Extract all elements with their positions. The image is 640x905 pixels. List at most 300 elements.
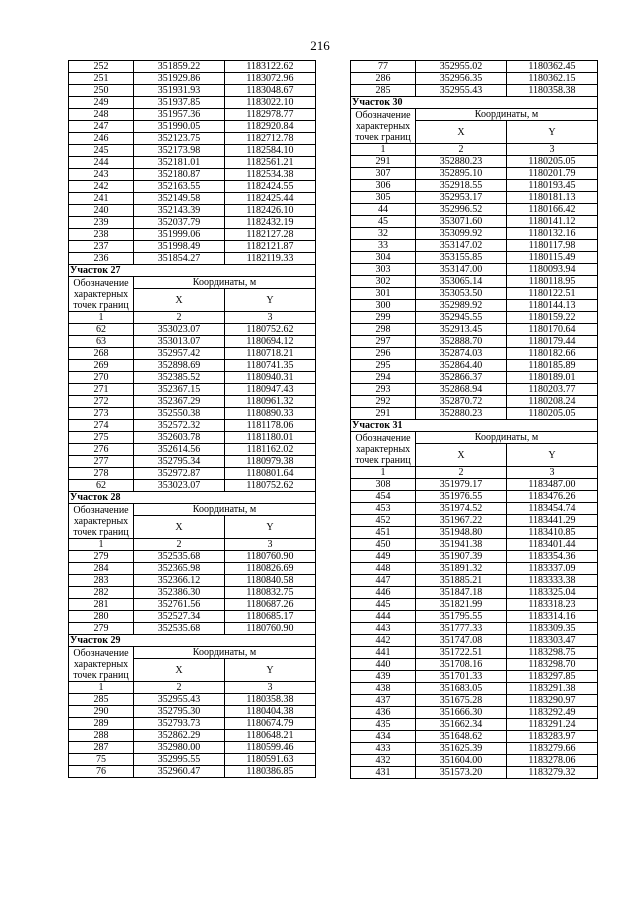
y-value: 1180826.69 [225, 563, 316, 575]
header-row [351, 432, 598, 444]
y-value: 1180362.45 [507, 61, 598, 73]
point-id: 432 [351, 755, 416, 767]
y-value: 1183354.36 [507, 551, 598, 563]
point-id: 439 [351, 671, 416, 683]
table-row [351, 192, 598, 204]
table-row [69, 229, 316, 241]
y-value: 1180122.51 [507, 288, 598, 300]
y-value: 1180117.98 [507, 240, 598, 252]
x-value: 353071.60 [416, 216, 507, 228]
table-row [69, 193, 316, 205]
table-row [69, 61, 316, 73]
x-value: 352367.15 [134, 384, 225, 396]
designation-header: Обозначение характерных точек границ [351, 109, 416, 144]
point-id: 238 [69, 229, 134, 241]
y-value: 1182920.84 [225, 121, 316, 133]
x-value: 353147.00 [416, 264, 507, 276]
x-value: 352793.73 [134, 718, 225, 730]
point-id: 282 [69, 587, 134, 599]
y-value: 1182426.10 [225, 205, 316, 217]
table-row [351, 479, 598, 491]
column-numbers-row [351, 144, 598, 156]
header-row [351, 109, 598, 121]
y-header: Y [225, 659, 316, 682]
y-value: 1182119.33 [225, 253, 316, 265]
y-value: 1183441.29 [507, 515, 598, 527]
table-row [351, 312, 598, 324]
x-value: 351666.30 [416, 707, 507, 719]
point-id: 446 [351, 587, 416, 599]
table-row [69, 360, 316, 372]
point-id: 433 [351, 743, 416, 755]
table-row [351, 575, 598, 587]
x-value: 352037.79 [134, 217, 225, 229]
x-value: 351662.34 [416, 719, 507, 731]
table-row [351, 85, 598, 97]
point-id: 252 [69, 61, 134, 73]
x-value: 351976.55 [416, 491, 507, 503]
x-value: 351683.05 [416, 683, 507, 695]
y-value: 1180760.90 [225, 623, 316, 635]
point-id: 281 [69, 599, 134, 611]
table-row [69, 432, 316, 444]
y-value: 1180890.33 [225, 408, 316, 420]
point-id: 245 [69, 145, 134, 157]
y-value: 1180141.12 [507, 216, 598, 228]
x-value: 352888.70 [416, 336, 507, 348]
x-value: 352614.56 [134, 444, 225, 456]
section-title: Участок 28 [69, 492, 316, 504]
y-value: 1183279.32 [507, 767, 598, 779]
x-value: 353013.07 [134, 336, 225, 348]
x-header: X [134, 659, 225, 682]
column-numbers-row [69, 682, 316, 694]
x-value: 352880.23 [416, 156, 507, 168]
y-value: 1183291.38 [507, 683, 598, 695]
x-value: 351957.36 [134, 109, 225, 121]
table-row [351, 168, 598, 180]
x-value: 352898.69 [134, 360, 225, 372]
section-title: Участок 29 [69, 635, 316, 647]
table-row [69, 205, 316, 217]
point-id: 246 [69, 133, 134, 145]
x-value: 352864.40 [416, 360, 507, 372]
table-row [351, 755, 598, 767]
section-title-row [351, 97, 598, 109]
x-value: 352913.45 [416, 324, 507, 336]
point-id: 272 [69, 396, 134, 408]
table-row [351, 563, 598, 575]
x-value: 352535.68 [134, 623, 225, 635]
y-value: 1182127.28 [225, 229, 316, 241]
y-value: 1183278.06 [507, 755, 598, 767]
y-value: 1182584.10 [225, 145, 316, 157]
point-id: 63 [69, 336, 134, 348]
table-row [351, 611, 598, 623]
coordinates-header: Координаты, м [134, 504, 316, 516]
x-value: 353023.07 [134, 480, 225, 492]
column-number: 3 [507, 467, 598, 479]
x-value: 352603.78 [134, 432, 225, 444]
point-id: 242 [69, 181, 134, 193]
y-value: 1180674.79 [225, 718, 316, 730]
point-id: 283 [69, 575, 134, 587]
point-id: 303 [351, 264, 416, 276]
column-number: 3 [225, 312, 316, 324]
table-row [69, 468, 316, 480]
table-row [351, 527, 598, 539]
column-numbers-row [351, 467, 598, 479]
y-value: 1183303.47 [507, 635, 598, 647]
point-id: 302 [351, 276, 416, 288]
x-value: 352173.98 [134, 145, 225, 157]
y-value: 1182712.78 [225, 133, 316, 145]
x-value: 351998.49 [134, 241, 225, 253]
y-header: Y [225, 289, 316, 312]
x-value: 352868.94 [416, 384, 507, 396]
table-row [69, 742, 316, 754]
y-value: 1180181.13 [507, 192, 598, 204]
y-value: 1180386.85 [225, 766, 316, 778]
table-row [351, 695, 598, 707]
point-id: 447 [351, 575, 416, 587]
table-row [69, 109, 316, 121]
x-value: 353147.02 [416, 240, 507, 252]
y-value: 1183298.75 [507, 647, 598, 659]
point-id: 454 [351, 491, 416, 503]
y-value: 1183298.70 [507, 659, 598, 671]
point-id: 244 [69, 157, 134, 169]
x-value: 352795.34 [134, 456, 225, 468]
y-value: 1182432.19 [225, 217, 316, 229]
y-value: 1183337.09 [507, 563, 598, 575]
table-row [69, 694, 316, 706]
y-value: 1180179.44 [507, 336, 598, 348]
point-id: 443 [351, 623, 416, 635]
coordinates-header: Координаты, м [134, 277, 316, 289]
table-row [69, 97, 316, 109]
y-value: 1183279.66 [507, 743, 598, 755]
point-id: 453 [351, 503, 416, 515]
point-id: 33 [351, 240, 416, 252]
y-value: 1180093.94 [507, 264, 598, 276]
table-row [351, 240, 598, 252]
point-id: 308 [351, 479, 416, 491]
column-number: 2 [416, 467, 507, 479]
x-value: 352995.55 [134, 754, 225, 766]
right-column [350, 60, 596, 779]
table-row [351, 515, 598, 527]
table-row [69, 157, 316, 169]
point-id: 62 [69, 480, 134, 492]
table-row [69, 718, 316, 730]
point-id: 435 [351, 719, 416, 731]
column-number: 1 [69, 682, 134, 694]
point-id: 239 [69, 217, 134, 229]
point-id: 271 [69, 384, 134, 396]
x-value: 351747.08 [416, 635, 507, 647]
y-value: 1183314.16 [507, 611, 598, 623]
left-column [68, 60, 314, 778]
x-value: 352385.52 [134, 372, 225, 384]
table-row [69, 563, 316, 575]
column-number: 3 [225, 682, 316, 694]
y-value: 1180752.62 [225, 480, 316, 492]
table-row [69, 121, 316, 133]
x-value: 353099.92 [416, 228, 507, 240]
point-id: 442 [351, 635, 416, 647]
column-number: 2 [134, 312, 225, 324]
x-value: 352123.75 [134, 133, 225, 145]
x-value: 352535.68 [134, 551, 225, 563]
table-row [351, 73, 598, 85]
x-value: 352550.38 [134, 408, 225, 420]
y-value: 1181162.02 [225, 444, 316, 456]
table-row [351, 360, 598, 372]
point-id: 251 [69, 73, 134, 85]
point-id: 247 [69, 121, 134, 133]
y-value: 1183410.85 [507, 527, 598, 539]
point-id: 291 [351, 156, 416, 168]
x-value: 352996.52 [416, 204, 507, 216]
table-row [351, 288, 598, 300]
x-value: 352957.42 [134, 348, 225, 360]
y-value: 1183292.49 [507, 707, 598, 719]
designation-header: Обозначение характерных точек границ [69, 647, 134, 682]
point-id: 270 [69, 372, 134, 384]
table-row [351, 683, 598, 695]
table-row [69, 384, 316, 396]
point-id: 431 [351, 767, 416, 779]
x-value: 351821.99 [416, 599, 507, 611]
x-value: 352163.55 [134, 181, 225, 193]
y-value: 1180362.15 [507, 73, 598, 85]
column-number: 2 [134, 682, 225, 694]
point-id: 294 [351, 372, 416, 384]
table-row [69, 336, 316, 348]
y-value: 1180203.77 [507, 384, 598, 396]
point-id: 440 [351, 659, 416, 671]
header-row [69, 504, 316, 516]
table-row [351, 372, 598, 384]
point-id: 301 [351, 288, 416, 300]
x-value: 351573.20 [416, 767, 507, 779]
y-value: 1180118.95 [507, 276, 598, 288]
x-value: 353023.07 [134, 324, 225, 336]
x-value: 351625.39 [416, 743, 507, 755]
table-row [351, 623, 598, 635]
column-number: 1 [351, 144, 416, 156]
table-row [69, 623, 316, 635]
point-id: 76 [69, 766, 134, 778]
table-row [351, 408, 598, 420]
column-number: 1 [69, 539, 134, 551]
y-value: 1180201.79 [507, 168, 598, 180]
point-id: 296 [351, 348, 416, 360]
y-value: 1180591.63 [225, 754, 316, 766]
x-value: 351859.22 [134, 61, 225, 73]
y-value: 1183318.23 [507, 599, 598, 611]
y-value: 1180144.13 [507, 300, 598, 312]
table-row [69, 444, 316, 456]
point-id: 450 [351, 539, 416, 551]
point-id: 293 [351, 384, 416, 396]
point-id: 279 [69, 623, 134, 635]
coordinates-header: Координаты, м [416, 109, 598, 121]
y-value: 1183122.62 [225, 61, 316, 73]
y-value: 1180947.43 [225, 384, 316, 396]
x-value: 351604.00 [416, 755, 507, 767]
point-id: 277 [69, 456, 134, 468]
table-row [69, 599, 316, 611]
x-value: 352143.39 [134, 205, 225, 217]
point-id: 434 [351, 731, 416, 743]
x-value: 351937.85 [134, 97, 225, 109]
x-value: 352953.17 [416, 192, 507, 204]
table-row [351, 599, 598, 611]
x-value: 352180.87 [134, 169, 225, 181]
x-value: 351990.05 [134, 121, 225, 133]
y-value: 1181178.06 [225, 420, 316, 432]
point-id: 276 [69, 444, 134, 456]
y-value: 1182424.55 [225, 181, 316, 193]
y-value: 1182121.87 [225, 241, 316, 253]
y-value: 1180205.05 [507, 408, 598, 420]
point-id: 448 [351, 563, 416, 575]
page-number: 216 [310, 38, 330, 53]
table-row [69, 372, 316, 384]
y-value: 1180208.24 [507, 396, 598, 408]
y-value: 1180752.62 [225, 324, 316, 336]
table-row [69, 730, 316, 742]
x-value: 353053.50 [416, 288, 507, 300]
point-id: 284 [69, 563, 134, 575]
point-id: 290 [69, 706, 134, 718]
table-row [69, 348, 316, 360]
x-value: 351941.38 [416, 539, 507, 551]
point-id: 240 [69, 205, 134, 217]
table-row [69, 253, 316, 265]
table-row [69, 145, 316, 157]
x-value: 351795.55 [416, 611, 507, 623]
y-value: 1183325.04 [507, 587, 598, 599]
table-row [69, 420, 316, 432]
coordinates-header: Координаты, м [134, 647, 316, 659]
y-value: 1180205.05 [507, 156, 598, 168]
y-value: 1180648.21 [225, 730, 316, 742]
x-value: 352945.55 [416, 312, 507, 324]
x-value: 352795.30 [134, 706, 225, 718]
y-header: Y [507, 444, 598, 467]
x-value: 351701.33 [416, 671, 507, 683]
table-row [69, 456, 316, 468]
y-value: 1180193.45 [507, 180, 598, 192]
y-value: 1180718.21 [225, 348, 316, 360]
y-value: 1183476.26 [507, 491, 598, 503]
table-row [351, 252, 598, 264]
point-id: 300 [351, 300, 416, 312]
column-number: 3 [507, 144, 598, 156]
y-value: 1180185.89 [507, 360, 598, 372]
y-value: 1183022.10 [225, 97, 316, 109]
table-row [69, 575, 316, 587]
y-value: 1180760.90 [225, 551, 316, 563]
x-value: 351648.62 [416, 731, 507, 743]
table-row [69, 396, 316, 408]
point-id: 285 [351, 85, 416, 97]
table-row [351, 539, 598, 551]
table-row [351, 659, 598, 671]
x-value: 351885.21 [416, 575, 507, 587]
y-value: 1180358.38 [507, 85, 598, 97]
table-row [351, 228, 598, 240]
x-header: X [134, 516, 225, 539]
x-value: 351907.39 [416, 551, 507, 563]
x-header: X [416, 121, 507, 144]
table-row [351, 491, 598, 503]
y-value: 1180801.64 [225, 468, 316, 480]
table-row [351, 216, 598, 228]
x-value: 352956.35 [416, 73, 507, 85]
point-id: 449 [351, 551, 416, 563]
column-numbers-row [69, 539, 316, 551]
table-row [69, 169, 316, 181]
y-header: Y [225, 516, 316, 539]
table-row [351, 384, 598, 396]
point-id: 292 [351, 396, 416, 408]
table-row [69, 408, 316, 420]
point-id: 237 [69, 241, 134, 253]
point-id: 243 [69, 169, 134, 181]
y-value: 1183487.00 [507, 479, 598, 491]
table-row [351, 731, 598, 743]
y-value: 1183333.38 [507, 575, 598, 587]
x-value: 351675.28 [416, 695, 507, 707]
x-value: 352386.30 [134, 587, 225, 599]
table-row [69, 85, 316, 97]
table-row [69, 217, 316, 229]
column-number: 2 [416, 144, 507, 156]
x-value: 352862.29 [134, 730, 225, 742]
section-title: Участок 31 [351, 420, 598, 432]
x-value: 352972.87 [134, 468, 225, 480]
y-value: 1180687.26 [225, 599, 316, 611]
y-value: 1180358.38 [225, 694, 316, 706]
point-id: 273 [69, 408, 134, 420]
column-numbers-row [69, 312, 316, 324]
table-row [69, 73, 316, 85]
y-value: 1183297.85 [507, 671, 598, 683]
point-id: 275 [69, 432, 134, 444]
point-id: 269 [69, 360, 134, 372]
y-value: 1180685.17 [225, 611, 316, 623]
table-row [69, 181, 316, 193]
table-row [351, 61, 598, 73]
y-value: 1183291.24 [507, 719, 598, 731]
y-value: 1181180.01 [225, 432, 316, 444]
table-row [351, 300, 598, 312]
table-row [69, 480, 316, 492]
point-id: 249 [69, 97, 134, 109]
y-value: 1183283.97 [507, 731, 598, 743]
x-value: 352980.00 [134, 742, 225, 754]
x-value: 352989.92 [416, 300, 507, 312]
table-row [351, 503, 598, 515]
point-id: 288 [69, 730, 134, 742]
table-row [69, 754, 316, 766]
table-row [69, 551, 316, 563]
x-value: 352365.98 [134, 563, 225, 575]
